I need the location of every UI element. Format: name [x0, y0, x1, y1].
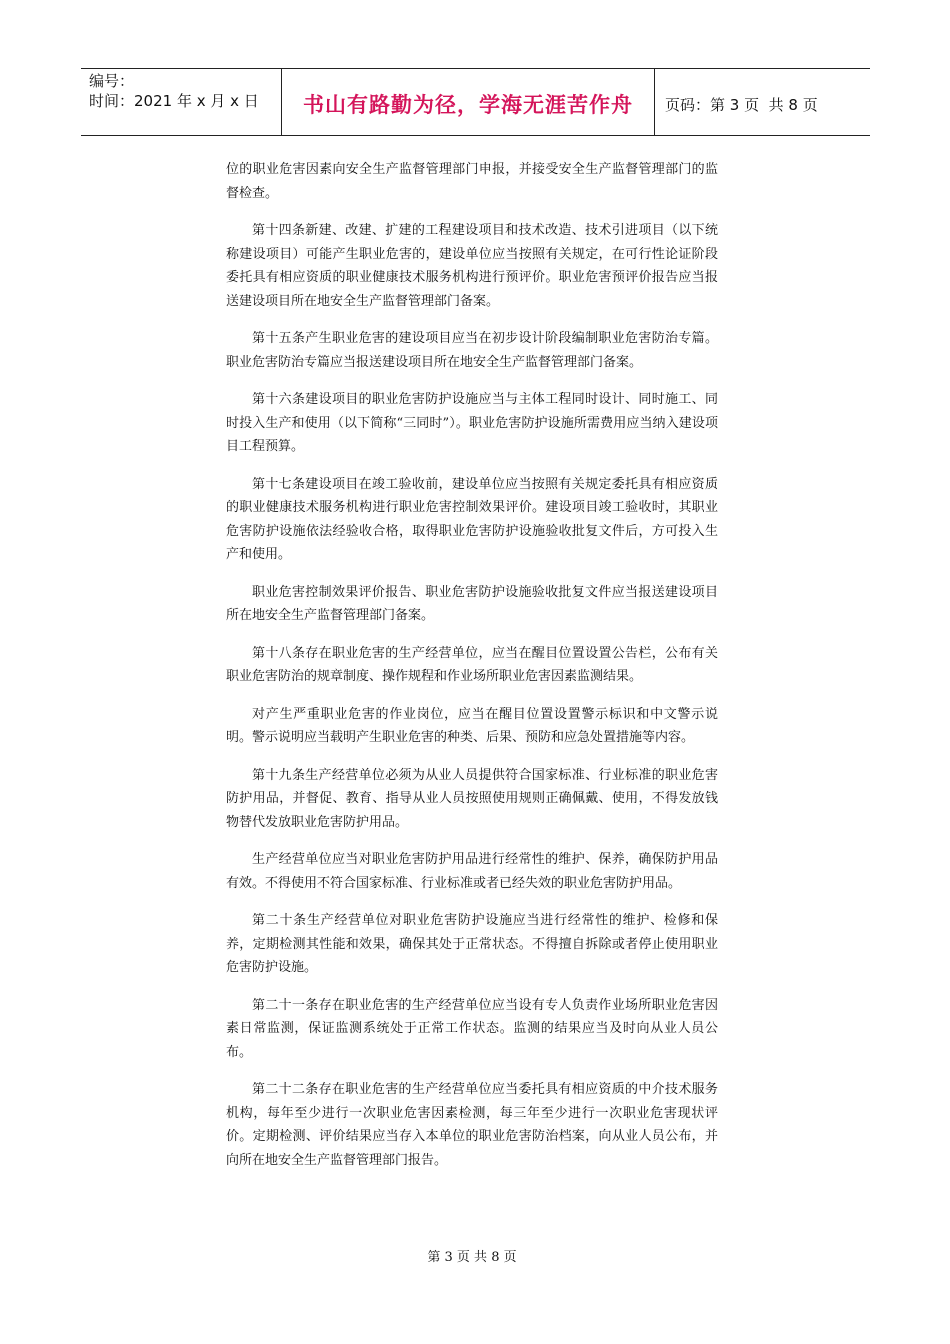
paragraph: 第十五条产生职业危害的建设项目应当在初步设计阶段编制职业危害防治专篇。职业危害防治专篇应当报送建设项目所在地安全生产监督管理部门备案。 [226, 331, 718, 370]
page-header [81, 68, 870, 136]
paragraph: 第十八条存在职业危害的生产经营单位，应当在醒目位置设置公告栏，公布有关职业危害防治的规章制度、操作规程和作业场所职业危害因素监测结果。 [226, 645, 718, 684]
page-footer [0, 1246, 950, 1265]
document-number-label: 编号： [89, 72, 135, 90]
header-motto-cell [282, 69, 655, 135]
paragraph: 第二十条生产经营单位对职业危害防护设施应当进行经常性的维护、检修和保养，定期检测其性能和效果，确保其处于正常状态。不得擅自拆除或者停止使用职业危害防护设施。 [226, 913, 718, 975]
paragraph: 对产生严重职业危害的作业岗位，应当在醒目位置设置警示标识和中文警示说明。警示说明应当载明产生职业危害的种类、后果、预防和应急处置措施等内容。 [226, 706, 718, 745]
paragraph: 生产经营单位应当对职业危害防护用品进行经常性的维护、保养，确保防护用品有效。不得使用不符合国家标准、行业标准或者已经失效的职业危害防护用品。 [226, 852, 718, 891]
paragraph: 位的职业危害因素向安全生产监督管理部门申报，并接受安全生产监督管理部门的监督检查。 [226, 162, 718, 201]
header-meta-cell [81, 69, 282, 135]
paragraph: 第十六条建设项目的职业危害防护设施应当与主体工程同时设计、同时施工、同时投入生产和使用（以下简称“三同时”）。职业危害防护设施所需费用应当纳入建设项目工程预算。 [226, 392, 718, 454]
paragraph: 第十九条生产经营单位必须为从业人员提供符合国家标准、行业标准的职业危害防护用品，并督促、教育、指导从业人员按照使用规则正确佩戴、使用，不得发放钱物替代发放职业危害防护用品。 [226, 767, 718, 830]
paragraph: 职业危害控制效果评价报告、职业危害防护设施验收批复文件应当报送建设项目所在地安全生产监督管理部门备案。 [226, 584, 718, 623]
header-page-number: 页码：第 3 页 共 8 页 [665, 95, 818, 114]
paragraph: 第十七条建设项目在竣工验收前，建设单位应当按照有关规定委托具有相应资质的职业健康技术服务机构进行职业危害控制效果评价。建设项目竣工验收时，其职业危害防护设施依法经验收合格，取得职业危害防护设施验收批复文件后，方可投入生产和使用。 [226, 476, 718, 562]
paragraph: 第二十二条存在职业危害的生产经营单位应当委托具有相应资质的中介技术服务机构，每年至少进行一次职业危害因素检测，每三年至少进行一次职业危害现状评价。定期检测、评价结果应当存入本单位的职业危害防治档案，向从业人员公布，并向所在地安全生产监督管理部门报告。 [226, 1082, 718, 1168]
footer-page-number: 第 3 页 共 8 页 [427, 1250, 517, 1265]
document-time-label: 时间：2021 年 x 月 x 日 [89, 92, 259, 110]
paragraph: 第二十一条存在职业危害的生产经营单位应当设有专人负责作业场所职业危害因素日常监测，保证监测系统处于正常工作状态。监测的结果应当及时向从业人员公布。 [226, 997, 718, 1060]
header-motto: 书山有路勤为径，学海无涯苦作舟 [303, 93, 633, 117]
document-body [226, 158, 718, 1186]
paragraph: 第十四条新建、改建、扩建的工程建设项目和技术改造、技术引进项目（以下统称建设项目）可能产生职业危害的，建设单位应当按照有关规定，在可行性论证阶段委托具有相应资质的职业健康技术服务机构进行预评价。职业危害预评价报告应当报送建设项目所在地安全生产监督管理部门备案。 [226, 223, 718, 309]
